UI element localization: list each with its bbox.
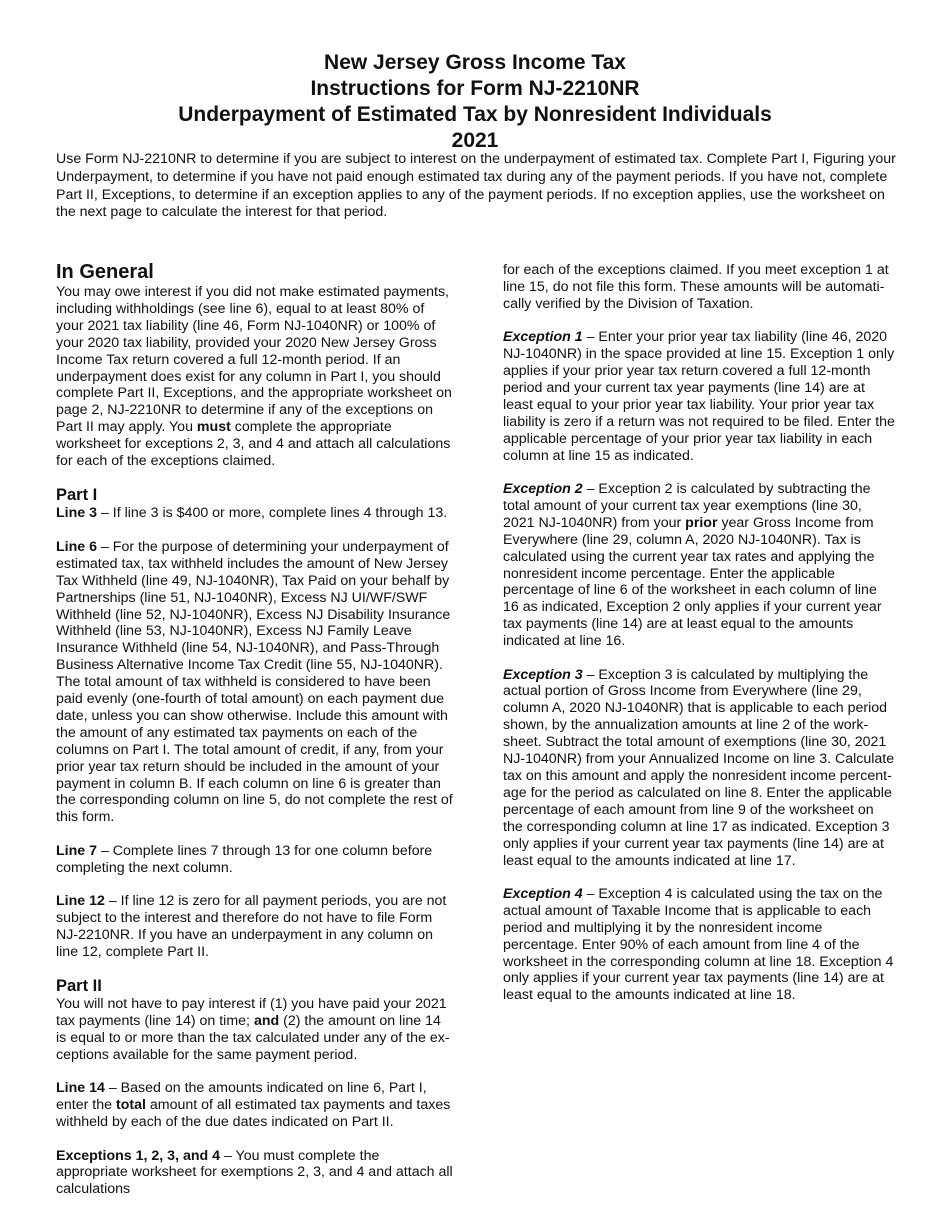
line-3-instruction: Line 3 – If line 3 is $400 or more, complete lines 4 through 13. xyxy=(56,505,448,522)
part-1-heading: Part I xyxy=(56,486,98,505)
exceptions-instruction: Exceptions 1, 2, 3, and 4 – You must complete the appropriate worksheet for exemptions 2, 3, and 4 and attach all calculations xyxy=(56,1147,453,1198)
exception-4-instruction: Exception 4 – Exception 4 is calculated using the tax on the actual amount of Taxable Income that is applicable to each period and multiplying it by the nonresident income percentage. Enter 90% of each amount from line 4 of the worksheet in the corresponding column at line 18. Exception 4 only applies if your current year tax payments (line 14) are at least equal to the amounts indicated at line 18. xyxy=(503,885,894,1004)
form-subtitle: Instructions for Form NJ-2210NR xyxy=(310,77,640,100)
document-header xyxy=(0,50,950,154)
line-14-instruction: Line 14 – Based on the amounts indicated on line 6, Part I, enter the total amount of all estimated tax payments and taxes withheld by each of the due dates indicated on Part II. xyxy=(56,1080,451,1131)
line-7-instruction: Line 7 – Complete lines 7 through 13 for one column before completing the next column. xyxy=(56,842,433,876)
line-6-instruction: Line 6 – For the purpose of determining your underpayment of estimated tax, tax withheld includes the amount of New Jersey Tax Withheld (line 49, NJ-1040NR), Tax Paid on your behalf by Partnerships (line 51, NJ-1040NR), Excess NJ UI/WF/SWF Withheld (line 52, NJ-1040NR), Excess NJ Disability Insurance Withheld (line 53, NJ-1040NR), Excess NJ Family Leave Insurance Withheld (line 54, NJ-1040NR), and Pass-Through Business Alternative Income Tax Credit (line 55, NJ-1040NR). The total amount of tax withheld is considered to have been paid evenly (one-fourth of total amount) on each payment due date, unless you can show otherwise. Include this amount with the amount of any estimated tax payments on each of the columns on Part I. The total amount of credit, if any, from your prior year tax return should be included in the amount of your payment in column B. If each column on line 6 is greater than the corresponding column on line 5, do not complete the rest of this form. xyxy=(56,538,453,826)
part-2-heading: Part II xyxy=(56,977,102,996)
form-title: New Jersey Gross Income Tax xyxy=(324,51,626,74)
exception-1-instruction: Exception 1 – Enter your prior year tax liability (line 46, 2020 NJ-1040NR) in the space provided at line 15. Exception 1 only applies if your prior year tax return covered a full 12-month period and your current tax year payments (line 14) are at least equal to your prior year tax liability. Your prior year tax liability is zero if a return was not required to be filed. Enter the applicable percentage of your prior year tax liability in each column at line 15 as indicated. xyxy=(503,329,895,464)
exceptions-continued: for each of the exceptions claimed. If you meet exception 1 at line 15, do not file this form. These amounts will be automatically verified by the Division of Taxation. xyxy=(503,262,889,312)
left-column xyxy=(56,261,454,1215)
line-12-instruction: Line 12 – If line 12 is zero for all payment periods, you are not subject to the interest and therefore do not have to file Form NJ-2210NR. If you have an underpayment in any column on line 12, complete Part II. xyxy=(56,893,447,960)
part-2-intro: You will not have to pay interest if (1) you have paid your 2021 tax payments (line 14) on time; and (2) the amount on line 14 is equal to or more than the tax calculated under any of the exceptions available for the same payment period. xyxy=(56,996,450,1063)
in-general-heading: In General xyxy=(56,261,154,283)
form-description: Underpayment of Estimated Tax by Nonresident Individuals xyxy=(178,103,772,126)
tax-year: 2021 xyxy=(451,129,499,152)
in-general-text: You may owe interest if you did not make estimated payments, including withholdings (see line 6), equal to at least 80% of your 2021 tax liability (line 46, Form NJ-1040NR) or 100% of your 2020 tax liability, provided your 2020 New Jersey Gross Income Tax return covered a full 12-month period. If an underpayment does exist for any column in Part I, you should complete Part II, Exceptions, and the appropriate worksheet on page 2, NJ-2210NR to determine if any of the exceptions on Part II may apply. You must complete the appropriate worksheet for exceptions 2, 3, and 4 and attach all calculations for each of the exceptions claimed. xyxy=(56,284,452,470)
intro-paragraph: Use Form NJ-2210NR to determine if you are subject to interest on the underpayment of estimated tax. Complete Part I, Figuring your Underpayment, to determine if you have not paid enough estimated tax during any of the payment periods. If you have not, complete Part II, Exceptions, to determine if an exception applies to any of the payment periods. If no exception applies, use the worksheet on the next page to calculate the interest for that period. xyxy=(56,151,896,221)
exception-2-instruction: Exception 2 – Exception 2 is calculated by subtracting the total amount of your current tax year exemptions (line 30, 2021 NJ-1040NR) from your prior year Gross Income from Everywhere (line 29, column A, 2020 NJ-1040NR). Tax is calculated using the current year tax rates and applying the nonresident income percentage. Enter the applicable percentage of line 6 of the worksheet in each column of line 16 as indicated, Exception 2 only applies if your current year tax payments (line 14) are at least equal to the amounts indicated at line 16. xyxy=(503,480,882,650)
exception-3-instruction: Exception 3 – Exception 3 is calculated by multiplying the actual portion of Gross Income from Everywhere (line 29, column A, 2020 NJ-1040NR) that is applicable to each period shown, by the annualization amounts at line 2 of the worksheet. Subtract the total amount of exemptions (line 30, 2021 NJ-1040NR) from your Annualized Income on line 3. Calculate tax on this amount and apply the nonresident income percentage for the period as calculated on line 8. Enter the applicable percentage of each amount from line 9 of the worksheet on the corresponding column at line 17 as indicated. Exception 3 only applies if your current year tax payments (line 14) are at least equal to the amounts indicated at line 17. xyxy=(503,666,895,869)
right-column xyxy=(503,262,895,1021)
